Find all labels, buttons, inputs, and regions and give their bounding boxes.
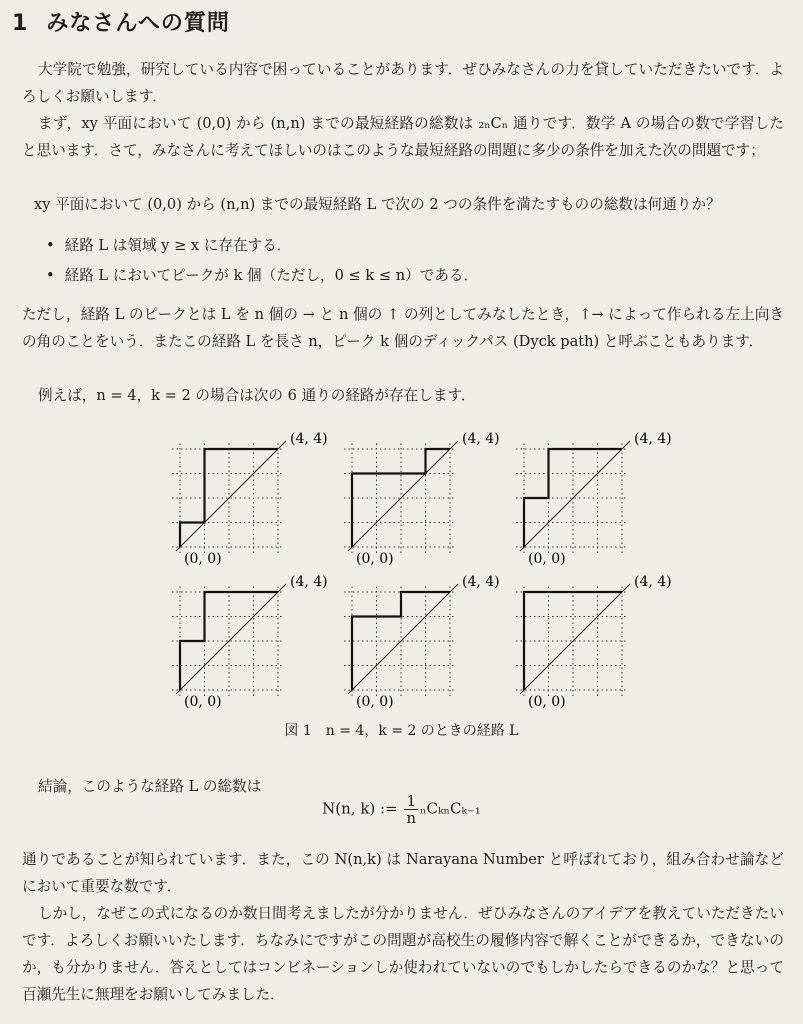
end-point-label: (4, 4) [634, 431, 672, 447]
diagonal-line [520, 584, 630, 694]
problem-setup-paragraph: まず，xy 平面において (0,0) から (n,n) までの最短経路の総数は ₂ₙCₙ 通りです．数学 A の場合の数で学習したと思います．さて，みなさんに考えてほしいのはこのような最短経路の問題に多少の条件を加えた次の問題です； [22, 115, 784, 159]
narayana-paragraph: 通りであることが知られています．また，この N(n,k) は Narayana Number と呼ばれており，組み合わせ論などにおいて重要な数です． [22, 851, 784, 895]
start-point-label: (0, 0) [356, 551, 394, 567]
condition-item: • 経路 L は領域 y ≥ x に存在する． [46, 231, 478, 261]
formula-rhs: ₙCₖₙCₖ₋₁ [420, 799, 481, 818]
narayana-formula [0, 793, 803, 826]
formula-lhs: N(n, k) := [322, 799, 398, 818]
condition-item: • 経路 L においてピークが k 個（ただし，0 ≤ k ≤ n）である． [46, 261, 478, 291]
end-point-label: (4, 4) [462, 574, 500, 590]
closing-paragraph: しかし，なぜこの式になるのか数日間考えましたが分かりません．ぜひみなさんのアイデアを教えていただきたいです．よろしくお願いいたします．ちなみにですがこの問題が高校生の履修内容で解くことができるか，できないのか，も分かりません．答えとしてはコンビネーションしか使われていないのでもしかしたらできるのかな？と思って百瀬先生に無理をお願いしてみました． [22, 905, 784, 1003]
example-paragraph: 例えば，n = 4，k = 2 の場合は次の 6 通りの経路が存在します． [38, 387, 476, 404]
section-number: 1 [12, 11, 29, 36]
intro-paragraph: 大学院で勉強，研究している内容で困っていることがあります．ぜひみなさんの力を貸していただきたいです．よろしくお願いします． [22, 61, 784, 105]
end-point-label: (4, 4) [462, 431, 500, 447]
question-statement: xy 平面において (0,0) から (n,n) までの最短経路 L で次の 2 つの条件を満たすものの総数は何通りか？ [34, 196, 721, 213]
peak-definition-paragraph: ただし，経路 L のピークとは L を n 個の → と n 個の ↑ の列としてみなしたとき，↑→ によって作られる左上向きの角のことをいう．またこの経路 L を長さ n，ピーク k 個のディックパス (Dyck path) と呼ぶこともあります． [22, 306, 784, 350]
start-point-label: (0, 0) [528, 694, 566, 710]
fraction-numerator: 1 [406, 792, 417, 810]
end-point-label: (4, 4) [290, 431, 328, 447]
figure-caption: 図 1 n = 4，k = 2 のときの経路 L [284, 723, 519, 739]
section-title: みなさんへの質問 [46, 11, 230, 36]
start-point-label: (0, 0) [528, 551, 566, 567]
start-point-label: (0, 0) [184, 551, 222, 567]
end-point-label: (4, 4) [634, 574, 672, 590]
start-point-label: (0, 0) [184, 694, 222, 710]
end-point-label: (4, 4) [290, 574, 328, 590]
conclusion-paragraph: 結論，このような経路 L の総数は [38, 778, 262, 795]
start-point-label: (0, 0) [356, 694, 394, 710]
fraction-denominator: n [406, 809, 417, 827]
formula-fraction [404, 793, 418, 826]
